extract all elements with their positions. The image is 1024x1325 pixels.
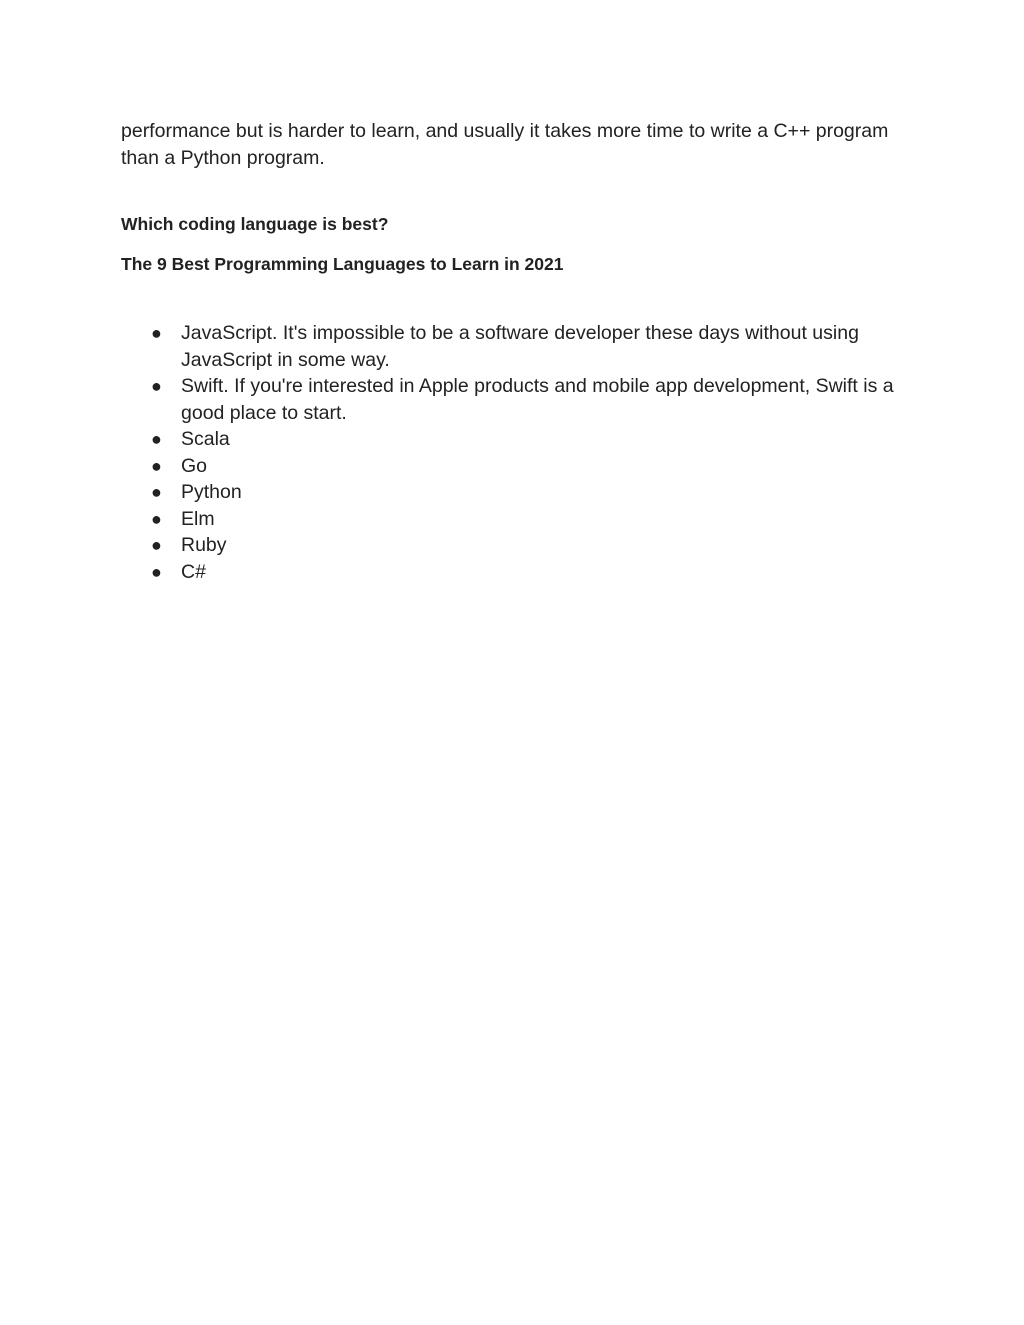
list-heading: The 9 Best Programming Languages to Learn in 2021 <box>121 254 564 274</box>
list-item-text: Scala <box>181 428 230 450</box>
intro-paragraph: performance but is harder to learn, and usually it takes more time to write a C++ program than a Python program. <box>121 120 889 169</box>
list-item-text: Swift. If you're interested in Apple products and mobile app development, Swift is a good place to start. <box>181 375 894 424</box>
bullet-icon: ● <box>151 376 162 396</box>
bullet-icon: ● <box>151 429 162 449</box>
list-item-text: Elm <box>181 507 215 530</box>
bullet-icon: ● <box>151 482 162 502</box>
document-page <box>121 118 911 585</box>
list-item-text: JavaScript. It's impossible to be a software developer these days without using JavaScript in some way. <box>181 322 859 371</box>
languages-list <box>121 320 911 585</box>
bullet-icon: ● <box>151 561 162 582</box>
list-item <box>121 506 911 533</box>
list-item <box>121 532 911 559</box>
list-item <box>121 373 911 426</box>
list-item <box>121 453 911 480</box>
bullet-icon: ● <box>151 455 162 476</box>
list-item <box>121 426 911 453</box>
bullet-icon: ● <box>151 508 162 529</box>
question-heading: Which coding language is best? <box>121 214 389 234</box>
list-item <box>121 320 911 373</box>
list-item-text: Ruby <box>181 534 227 556</box>
list-item <box>121 479 911 506</box>
list-item-text: C# <box>181 560 206 583</box>
bullet-icon: ● <box>151 535 162 555</box>
list-item-text: Go <box>181 454 208 477</box>
bullet-icon: ● <box>151 323 162 343</box>
list-item <box>121 559 911 586</box>
list-item-text: Python <box>181 481 242 503</box>
